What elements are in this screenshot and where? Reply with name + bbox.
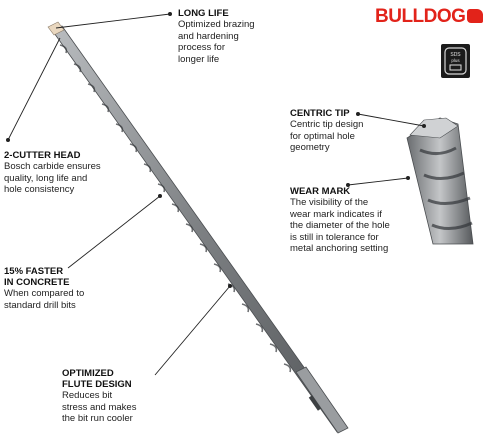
body-line: geometry xyxy=(290,142,330,153)
callout-title: LONG LIFE xyxy=(178,8,229,19)
body-line: When compared to xyxy=(4,288,85,299)
svg-text:plus: plus xyxy=(451,58,460,63)
body-line: quality, long life and xyxy=(4,172,88,184)
callout-body xyxy=(4,161,134,196)
body-line: wear mark indicates if xyxy=(290,208,382,220)
leader-long-life xyxy=(56,14,170,28)
callout-title: 2-CUTTER HEAD xyxy=(4,150,81,161)
body-line: process for xyxy=(178,42,225,53)
leader-faster xyxy=(68,196,160,268)
callout-long-life xyxy=(178,8,298,65)
body-line: Optimized brazing xyxy=(178,19,255,30)
body-line: is still in tolerance for xyxy=(290,231,379,243)
body-line: Reduces bit xyxy=(62,390,113,401)
leader-wear-mark xyxy=(348,178,408,185)
callout-body xyxy=(290,119,400,154)
callout-wear-mark xyxy=(290,186,415,255)
body-line: standard drill bits xyxy=(4,299,76,311)
callout-optimized-flute xyxy=(62,368,172,425)
body-line: metal anchoring setting xyxy=(290,243,389,254)
leader-two-cutter xyxy=(8,38,60,140)
callout-body xyxy=(4,288,124,311)
title-line: OPTIMIZED xyxy=(62,368,114,379)
body-line: the diameter of the hole xyxy=(290,220,390,231)
body-line: the bit run cooler xyxy=(62,413,133,424)
callout-title xyxy=(62,368,172,390)
body-line: longer life xyxy=(178,53,220,65)
callout-body xyxy=(290,197,415,255)
callout-title: WEAR MARK xyxy=(290,186,351,197)
logo-text: BULLDOG xyxy=(375,6,466,27)
callout-body xyxy=(178,19,298,65)
drill-head-closeup xyxy=(407,118,473,244)
svg-text:SDS: SDS xyxy=(450,52,461,58)
body-line: hole consistency xyxy=(4,184,75,195)
body-line: Centric tip design xyxy=(290,119,364,130)
title-line: FLUTE DESIGN xyxy=(62,379,132,390)
callout-two-cutter-head xyxy=(4,150,134,196)
callout-title xyxy=(4,266,124,288)
leader-flute xyxy=(155,286,230,375)
body-line: stress and makes xyxy=(62,401,137,413)
callout-title: CENTRIC TIP xyxy=(290,108,350,119)
title-line: 15% FASTER xyxy=(4,266,64,277)
callout-body xyxy=(62,390,172,425)
body-line: and hardening xyxy=(178,30,239,42)
body-line: for optimal hole xyxy=(290,130,355,142)
callout-centric-tip xyxy=(290,108,400,154)
callout-faster-in-concrete xyxy=(4,266,124,311)
title-line: IN CONCRETE xyxy=(4,277,70,288)
body-line: Bosch carbide ensures xyxy=(4,161,101,172)
body-line: The visibility of the xyxy=(290,197,369,208)
